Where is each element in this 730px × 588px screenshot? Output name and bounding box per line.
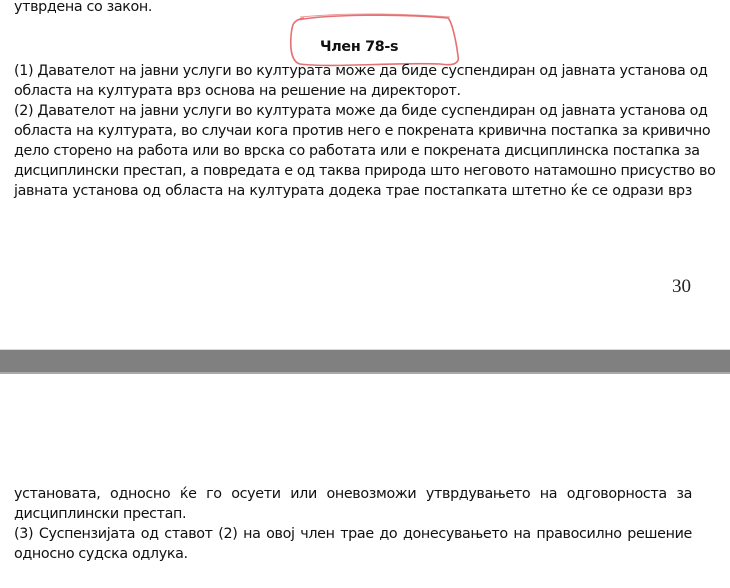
page-number: 30 (672, 276, 691, 297)
text-line: областа на културата, во случаи кога против него е покрената кривична постапка за кривично (14, 123, 711, 139)
text-line: дисциплински престап. (14, 506, 187, 522)
text-line: дисциплински престап, а повредата е од таква природа што неговото натамошно присуство во (14, 163, 716, 179)
text-line: односно судска одлука. (14, 546, 188, 562)
text-line: дело сторено на работа или во врска со работата или е покрената дисциплинска постапка за (14, 143, 700, 159)
text-line: јавната установа од областа на културата додека трае постапката штетно ќе се одрази врз (14, 183, 692, 199)
text-line: областа на културата врз основа на решение на директорот. (14, 83, 461, 99)
article-heading: Член 78-ѕ (320, 39, 399, 55)
text-line: (1) Давателот на јавни услуги во културата може да биде суспендиран од јавната установа од (14, 63, 708, 79)
text-line: (2) Давателот на јавни услуги во културата може да биде суспендиран од јавната установа од (14, 103, 708, 119)
page-separator (0, 349, 730, 374)
text-line: (3) Суспензијата од ставот (2) на овој член трае до донесувањето на правосилно решение (14, 526, 692, 542)
text-line: установата, односно ќе го осуети или оневозможи утврдувањето на одговорноста за (14, 486, 692, 502)
document-page-31 (0, 374, 730, 588)
text-line: утврдена со закон. (14, 0, 153, 15)
